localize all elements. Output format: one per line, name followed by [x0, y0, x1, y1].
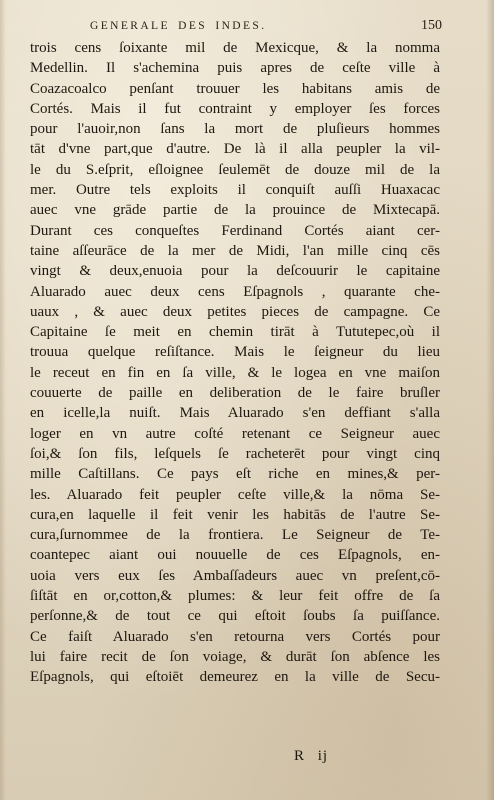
text-line: Cortés. Mais il fut contraint y employer ſes forces [30, 100, 440, 117]
page-header [90, 20, 442, 38]
text-line: ſoi,& ſon fils, leſquels ſe racheterēt pour vingt cinq [30, 445, 440, 462]
text-line: uaux , & auec deux petites pieces de campagne. Ce [30, 303, 440, 320]
text-line: cura,en laquelle il feit venir les habitās de l'autre Se- [30, 506, 440, 523]
text-line: ſiſtāt en or,cotton,& plumes: & leur feit offre de ſa [30, 588, 440, 605]
text-line: perſonne,& de tout ce qui eſtoit ſoubs ſa puiſſance. [30, 608, 440, 625]
text-line: auec vne grāde partie de la prouince de Mixtecapā. [30, 202, 440, 219]
text-line: loger en vn autre coſté retenant ce Seigneur auec [30, 425, 440, 442]
text-line: le du S.eſprit, eſloignee ſeulemēt de douze mil de la [30, 161, 440, 178]
text-line: Medellin. Il s'achemina puis apres de ceſte ville à [30, 60, 440, 77]
text-line: Coazacoalco penſant trouuer les habitans amis de [30, 80, 440, 97]
text-line: tāt d'vne part,que d'autre. De là il alla peupler la vil- [30, 141, 440, 158]
text-line: lui faire recit de ſon voiage, & durāt ſon abſence les [30, 648, 440, 665]
text-line: mer. Outre tels exploits il conquiſt auſſi Huaxacac [30, 182, 440, 199]
page-edge-shadow [486, 0, 494, 800]
page-gutter-shadow [0, 0, 6, 800]
running-title: GENERALE DES INDES. [90, 20, 267, 32]
body-text [30, 38, 440, 688]
text-line: vingt & deux,enuoia pour la deſcouurir le capitaine [30, 263, 440, 280]
text-line: uoia vers eux ſes Ambaſſadeurs auec vn preſent,cō- [30, 567, 440, 584]
page-number: 150 [421, 18, 442, 33]
text-line: Eſpagnols, qui eſtoiēt demeurez en la ville de Secu- [30, 669, 440, 686]
text-line: Capitaine ſe meit en chemin tirāt à Tututepec,où il [30, 324, 440, 341]
text-line: taine aſſeurāce de la mer de Midi, l'an mille cinq cēs [30, 242, 440, 259]
text-line: cura,ſurnommee de la frontiera. Le Seigneur de Te- [30, 527, 440, 544]
text-line: Ce faiſt Aluarado s'en retourna vers Cortés pour [30, 628, 440, 645]
text-line: le receut en fin en ſa ville, & le logea en vne maiſon [30, 364, 440, 381]
text-line: en icelle,la nuiſt. Mais Aluarado s'en deffiant s'alla [30, 405, 440, 422]
text-line: pour l'auoir,non ſans la mort de pluſieurs hommes [30, 121, 440, 138]
signature-mark: R ij [294, 748, 329, 764]
text-line: coantepec aiant oui nouuelle de ces Eſpagnols, en- [30, 547, 440, 564]
text-line: les. Aluarado feit peupler ceſte ville,& la nōma Se- [30, 486, 440, 503]
text-line: couuerte de paille en deliberation de le faire bruſler [30, 385, 440, 402]
text-line: mille Caſtillans. Ce pays eſt riche en mines,& per- [30, 466, 440, 483]
text-line: trois cens ſoixante mil de Mexicque, & la nomma [30, 40, 440, 56]
text-line: Durant ces conqueſtes Ferdinand Cortés aiant cer- [30, 222, 440, 239]
text-line: trouua quelque reſiſtance. Mais le ſeigneur du lieu [30, 344, 440, 361]
text-line: Aluarado auec deux cens Eſpagnols , quarante che- [30, 283, 440, 300]
